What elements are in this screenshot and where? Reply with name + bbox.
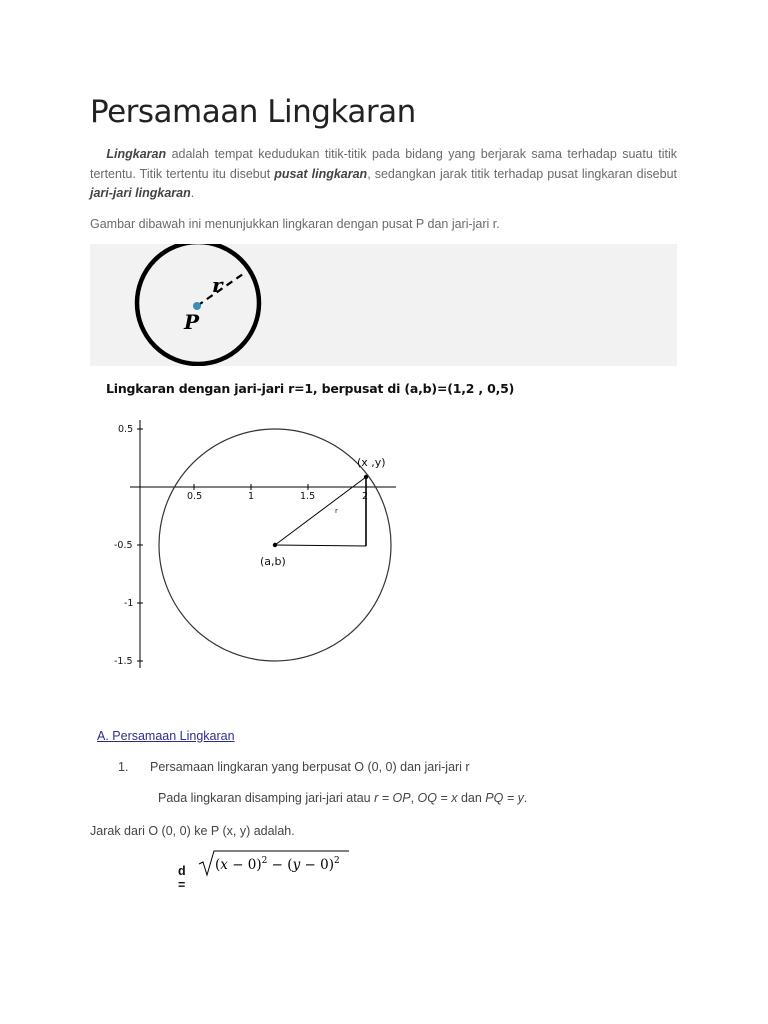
label-radius-r: r xyxy=(335,507,338,515)
term-jari-jari: jari-jari lingkaran xyxy=(90,186,191,200)
separator: , xyxy=(410,791,418,805)
x-tick-label: 1.5 xyxy=(300,491,316,502)
intro-text-3: . xyxy=(190,186,195,200)
intro-text-1: adalah tempat kedudukan titik-titik pada bidang yang berjarak sama terhadap suatu titik tertentu. Titik tertentu itu disebut xyxy=(90,147,678,181)
y-tick-label: 0.5 xyxy=(118,424,134,435)
expr-oq-x: OQ = x xyxy=(417,791,458,805)
label-p: P xyxy=(184,310,200,334)
list-item-text: Persamaan lingkaran yang berpusat O (0, 0) dan jari-jari r xyxy=(150,760,470,774)
circle-diagram xyxy=(90,244,677,366)
label-center-ab: (a,b) xyxy=(260,555,286,568)
figure2-caption: Lingkaran dengan jari-jari r=1, berpusat di (a,b)=(1,2 , 0,5) xyxy=(106,381,515,396)
formula-body: $(x - 0)^2 - (y - 0)^2$ xyxy=(215,856,340,873)
intro-paragraph xyxy=(90,145,677,204)
intro-text-2: , sedangkan jarak titik terhadap pusat lingkaran disebut xyxy=(367,166,677,181)
term-lingkaran: Lingkaran xyxy=(106,147,167,161)
x-tick-label: 0.5 xyxy=(187,491,203,502)
figure1-caption: Gambar dibawah ini menunjukkan lingkaran dengan pusat P dan jari-jari r. xyxy=(90,217,500,231)
list-item-1 xyxy=(118,760,470,774)
center-point-p xyxy=(193,302,201,310)
y-tick-label: -1.5 xyxy=(114,656,133,667)
separator: dan xyxy=(457,791,486,805)
separator: . xyxy=(523,791,528,805)
explanation-prefix: Pada lingkaran disamping jari-jari atau xyxy=(158,791,375,805)
list-number: 1. xyxy=(118,760,129,774)
horizontal-leg xyxy=(275,545,366,546)
x-tick-label: 2 xyxy=(362,491,369,502)
figure1-panel xyxy=(90,244,677,366)
sqrt-expression xyxy=(197,848,357,878)
expr-pq-y: PQ = y xyxy=(485,791,524,805)
page-title: Persamaan Lingkaran xyxy=(90,94,416,130)
center-dot xyxy=(273,543,277,547)
label-point-xy: (x ,y) xyxy=(357,456,386,469)
x-tick-label: 1 xyxy=(248,491,255,502)
label-r: r xyxy=(212,273,223,297)
expr-r-op: r = OP xyxy=(374,791,411,805)
distance-sentence: Jarak dari O (0, 0) ke P (x, y) adalah. xyxy=(90,824,295,838)
circle-graph xyxy=(100,410,400,670)
point-dot xyxy=(364,475,368,479)
term-pusat-lingkaran: pusat lingkaran xyxy=(274,166,368,181)
explanation-line xyxy=(158,791,527,805)
section-heading-a[interactable]: A. Persamaan Lingkaran xyxy=(97,729,235,743)
y-tick-label: -0.5 xyxy=(114,540,133,551)
formula-lhs: d = xyxy=(178,864,186,892)
y-tick-label: -1 xyxy=(124,598,134,609)
